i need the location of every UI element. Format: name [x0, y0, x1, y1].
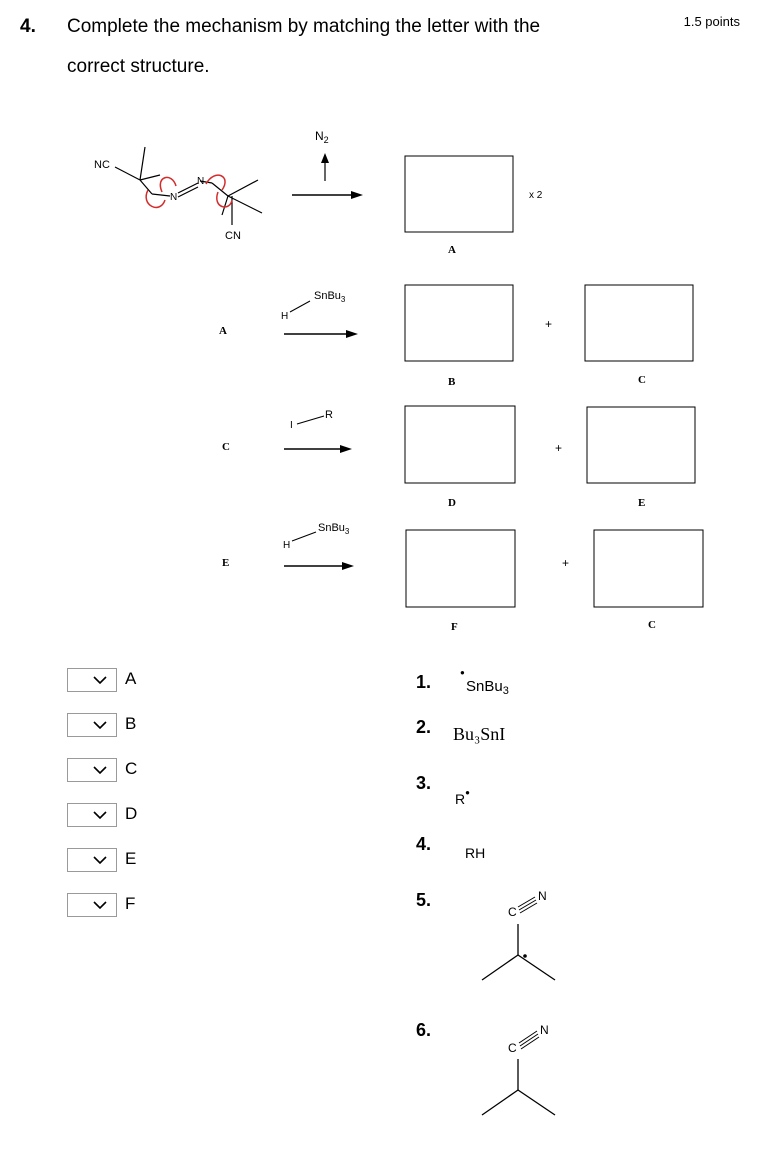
option-5-number: 5. [416, 890, 432, 910]
option-5-c: C [508, 905, 517, 919]
answer-box-c1 [585, 285, 693, 361]
answer-box-d [405, 406, 515, 483]
answer-box-f [406, 530, 515, 607]
chevron-down-icon [92, 674, 108, 686]
box-a-label: A [448, 244, 456, 256]
row-a-letter: A [219, 325, 227, 337]
reagent-r: R [325, 409, 333, 421]
reagent-i: I [290, 420, 293, 431]
dropdown-label-f: F [125, 894, 136, 913]
option-2-structure: Bu₃SnI [453, 724, 506, 744]
option-1-number: 1. [416, 672, 432, 692]
chevron-down-icon [92, 764, 108, 776]
question-number: 4. [20, 16, 36, 37]
dropdown-label-e: E [125, 849, 137, 868]
plus-3: + [562, 556, 570, 570]
chevron-down-icon [92, 899, 108, 911]
cn-label: CN [225, 230, 241, 242]
dropdown-label-b: B [125, 714, 137, 733]
points-label: 1.5 points [683, 14, 740, 29]
option-1-text: SnBu [466, 678, 503, 695]
chevron-down-icon [92, 809, 108, 821]
option-3-structure [455, 788, 470, 807]
dropdown-c[interactable] [67, 758, 117, 782]
dropdown-label-d: D [125, 804, 138, 823]
radical-dot-icon: ● [465, 788, 470, 797]
dropdown-d[interactable] [67, 803, 117, 827]
chevron-down-icon [92, 719, 108, 731]
row-c-letter: C [222, 441, 230, 453]
question-text-line1: Complete the mechanism by matching the letter with the [67, 16, 541, 37]
n2-atom-label: N [197, 176, 205, 187]
n2-gas-label: $N_2$ [315, 129, 329, 145]
chevron-down-icon [92, 854, 108, 866]
option-1-structure [466, 678, 509, 697]
radical-dot-icon: ● [460, 668, 465, 677]
n-label: N [170, 192, 178, 203]
box-f-label: F [451, 621, 458, 633]
plus-2: + [555, 441, 563, 455]
option-6-n: N [540, 1023, 549, 1037]
plus-1: + [545, 317, 553, 331]
box-e1-label: E [638, 497, 646, 509]
answer-box-e1 [587, 407, 695, 483]
initiator-structure [115, 147, 262, 225]
option-5-n: N [538, 889, 547, 903]
dropdown-label-c: C [125, 759, 138, 778]
box-d-label: D [448, 497, 456, 509]
option-4-structure: RH [465, 845, 486, 861]
box-c1-label: C [638, 374, 646, 386]
option-3-number: 3. [416, 773, 432, 793]
answer-box-a [405, 156, 513, 232]
reagent-snbu3-1: SnBu$_3$ [314, 290, 346, 304]
option-6-c: C [508, 1041, 517, 1055]
radical-dot-icon [523, 954, 527, 958]
times-two-label: x 2 [529, 190, 543, 201]
answer-box-b [405, 285, 513, 361]
reagent-h-1: H [281, 311, 289, 322]
option-6-structure [470, 1012, 570, 1122]
question-text-line2: correct structure. [67, 56, 210, 77]
option-4-number: 4. [416, 834, 432, 854]
option-5-structure [470, 880, 570, 990]
box-b-label: B [448, 376, 456, 388]
reagent-snbu3-2: SnBu$_3$ [318, 522, 350, 536]
box-c2-label: C [648, 619, 656, 631]
dropdown-f[interactable] [67, 893, 117, 917]
reagent-h-2: H [283, 540, 291, 551]
row-e-letter: E [222, 557, 230, 569]
dropdown-label-a: A [125, 669, 137, 688]
option-6-number: 6. [416, 1020, 432, 1040]
option-3-text: R [455, 791, 466, 807]
answer-box-c2 [594, 530, 703, 607]
option-2-number: 2. [416, 717, 432, 737]
dropdown-b[interactable] [67, 713, 117, 737]
option-1-sub: 3 [502, 685, 509, 697]
nc-label: NC [94, 159, 110, 171]
dropdown-e[interactable] [67, 848, 117, 872]
dropdown-a[interactable] [67, 668, 117, 692]
